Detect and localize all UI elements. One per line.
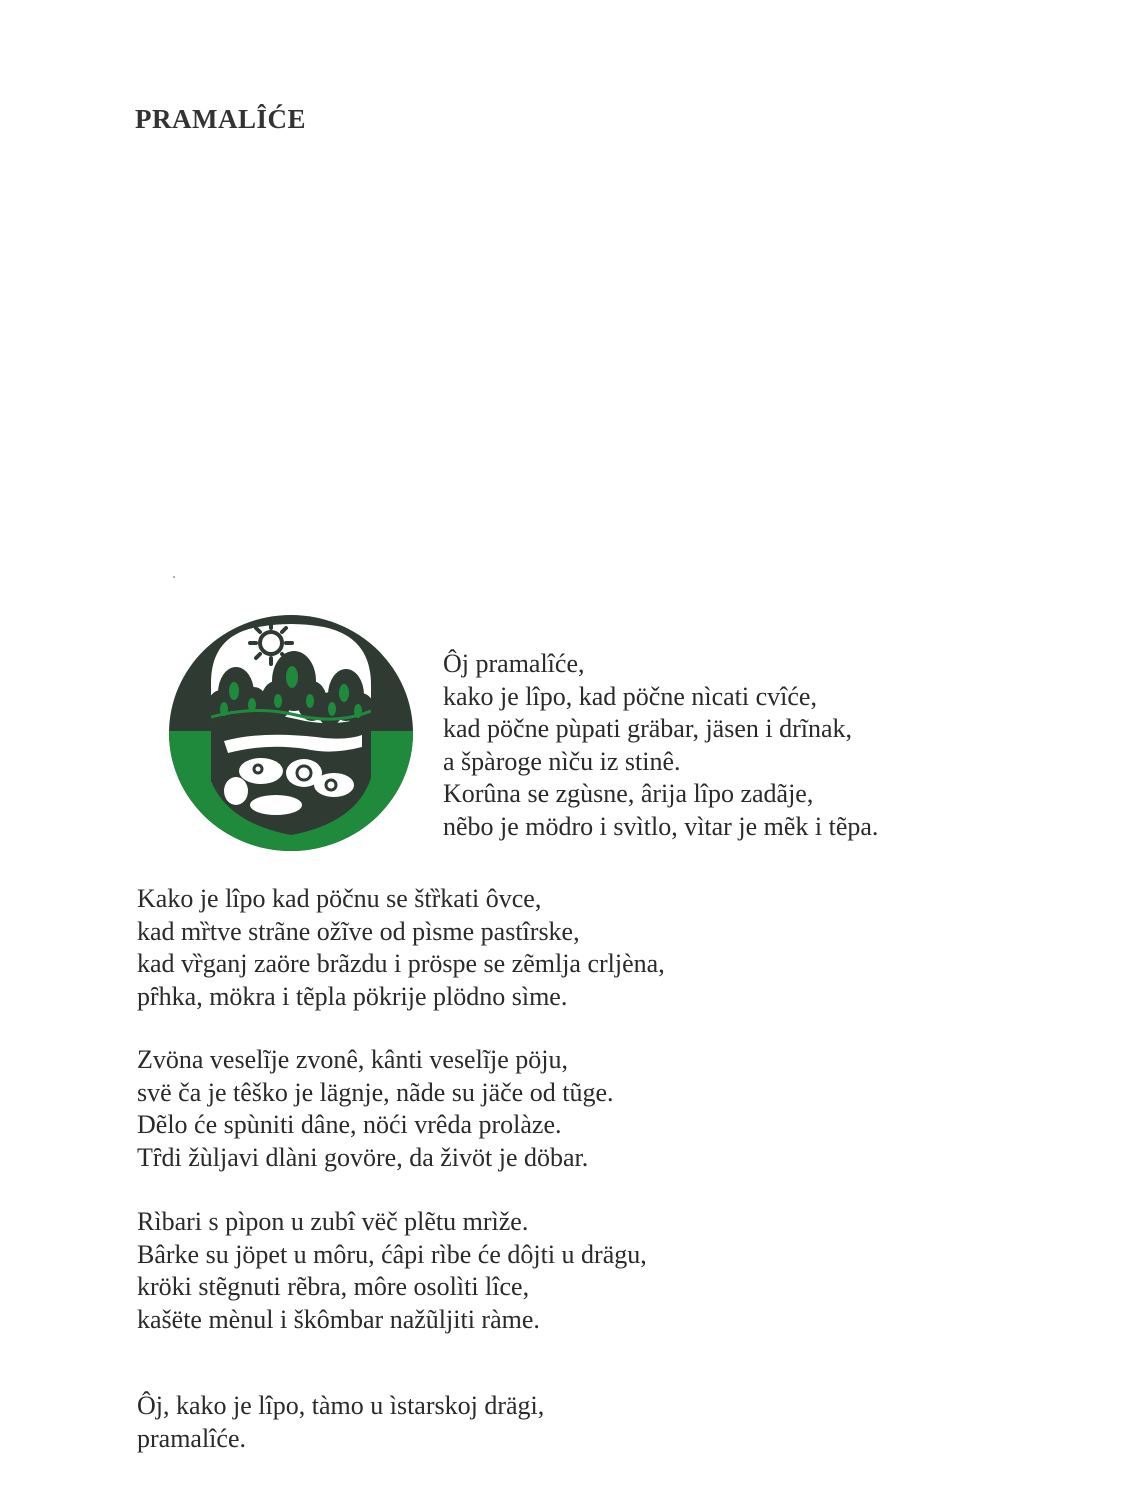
poem-line: Bârke su jöpet u môru, ćâpi rìbe će dôjti u drägu, xyxy=(137,1239,647,1269)
poem-line: Dẽlo će spùniti dâne, nöći vrêda prolàze. xyxy=(137,1110,562,1139)
poem-line: pȓhka, mökra i tẽpla pökrije plödno sìme. xyxy=(137,981,568,1011)
scan-speck xyxy=(173,576,175,578)
poem-line: Kako je lîpo kad pöčnu se štȑkati ôvce, xyxy=(137,884,542,913)
poem-line: Zvöna veselĩje zvonê, kânti veselĩje pöju, xyxy=(137,1045,569,1074)
emblem-icon xyxy=(166,613,416,853)
stanza-4 xyxy=(137,1206,647,1336)
poem-line: pramalîće. xyxy=(137,1423,246,1453)
poem-line: kad vȑganj zaöre brãzdu i pröspe se zẽmlja crljèna, xyxy=(137,949,665,978)
poem-line: kašëte mènul i škômbar nažũljiti ràme. xyxy=(137,1304,540,1334)
poem-line: kröki stẽgnuti rẽbra, môre osolìti lîce, xyxy=(137,1272,530,1301)
poem-line: nẽbo je mödro i svìtlo, vìtar je mẽk i tẽpa. xyxy=(443,811,879,841)
stanza-3 xyxy=(137,1044,613,1174)
poem-line: Ôj, kako je lîpo, tàmo u ìstarskoj drägi, xyxy=(137,1391,545,1420)
stanza-2 xyxy=(137,883,665,1013)
poem-line: Ôj pramalîće, xyxy=(443,649,585,678)
stanza-5 xyxy=(137,1390,544,1455)
stanza-1 xyxy=(443,648,878,843)
poem-line: Korûna se zgùsne, ârija lîpo zadãje, xyxy=(443,779,814,808)
poem-line: Rìbari s pìpon u zubî vëč plẽtu mrìže. xyxy=(137,1207,529,1236)
poem-line: kad pöčne pùpati gräbar, jäsen i drĩnak, xyxy=(443,714,853,743)
poem-line: svë ča je têško je lägnje, nãde su jäče od tũge. xyxy=(137,1077,614,1107)
poem-line: a špàroge nìču iz stinê. xyxy=(443,746,681,776)
poem-line: kad mȑtve strãne ožĩve od pìsme pastîrske, xyxy=(137,916,580,946)
poem-line: Tȓdi žùljavi dlàni govöre, da živöt je döbar. xyxy=(137,1142,589,1172)
poem-title: PRAMALÎĆE xyxy=(135,104,306,134)
poem-line: kako je lîpo, kad pöčne nìcati cvîće, xyxy=(443,681,817,711)
